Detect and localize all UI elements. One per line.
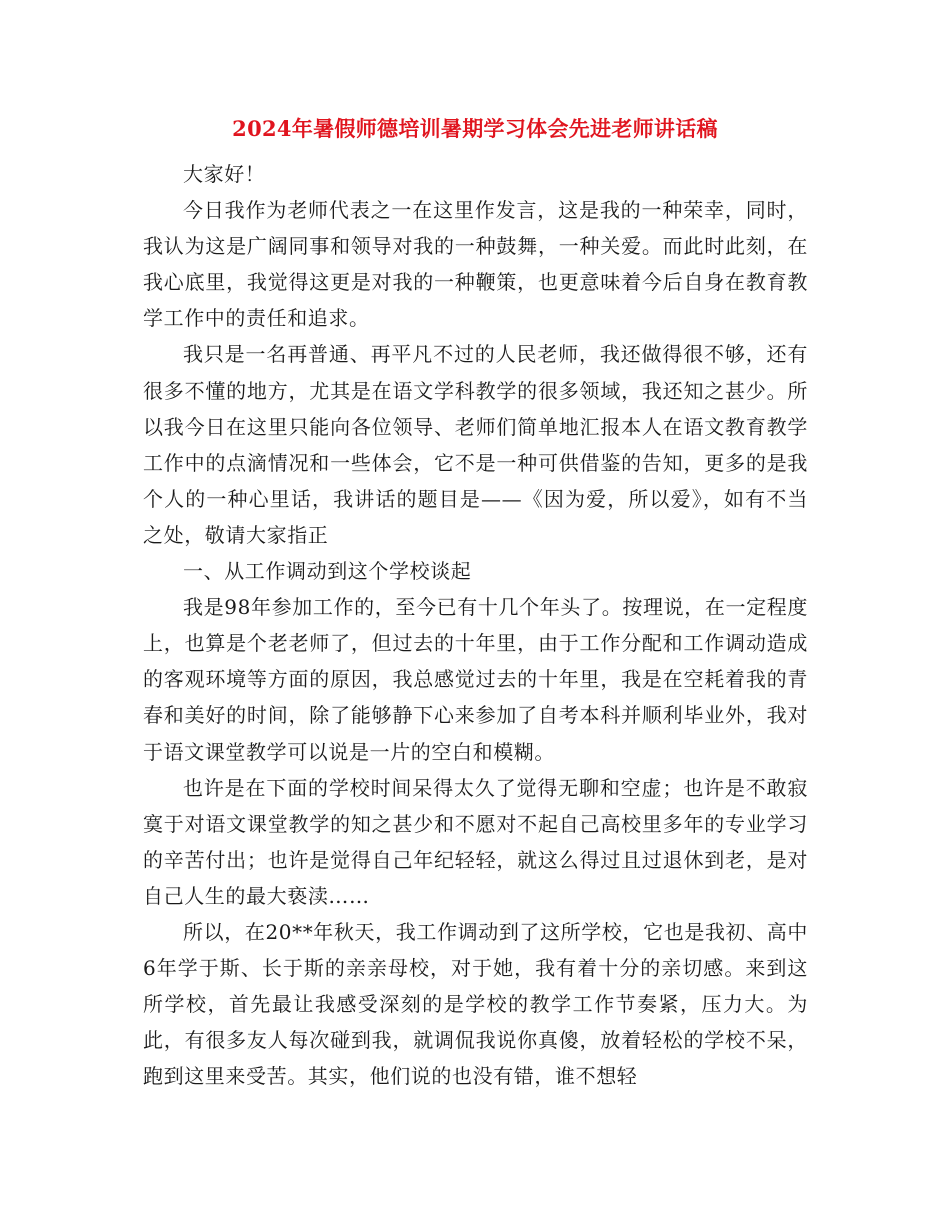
body-paragraph: 所以，在20**年秋天，我工作调动到了这所学校，它也是我初、高中6年学于斯、长于斯的亲亲母校，对于她，我有着十分的亲切感。来到这所学校，首先最让我感受深刻的是学校的教学工作节奏紧，压力大。为此，有很多友人每次碰到我，就调侃我说你真傻，放着轻松的学校不呆，跑到这里来受苦。其实，他们说的也没有错，谁不想轻: [143, 919, 808, 1089]
document-title: 2024年暑假师德培训暑期学习体会先进老师讲话稿: [232, 116, 718, 141]
body-paragraph: 今日我作为老师代表之一在这里作发言，这是我的一种荣幸，同时，我认为这是广阔同事和领导对我的一种鼓舞，一种关爱。而此时此刻，在我心底里，我觉得这更是对我的一种鞭策，也更意味着今后自身在教育教学工作中的责任和追求。: [143, 198, 808, 331]
body-paragraph: 我是98年参加工作的，至今已有十几个年头了。按理说，在一定程度上，也算是个老老师了，但过去的十年里，由于工作分配和工作调动造成的客观环境等方面的原因，我总感觉过去的十年里，我是在空耗着我的青春和美好的时间，除了能够静下心来参加了自考本科并顺利毕业外，我对于语文课堂教学可以说是一片的空白和模糊。: [143, 595, 808, 764]
section-heading: 一、从工作调动到这个学校谈起: [183, 559, 472, 584]
body-paragraph: 也许是在下面的学校时间呆得太久了觉得无聊和空虚；也许是不敢寂寞于对语文课堂教学的知之甚少和不愿对不起自己高校里多年的专业学习的辛苦付出；也许是觉得自己年纪轻轻，就这么得过且过退休到老，是对自己人生的最大亵渎……: [143, 775, 808, 908]
document-body: [143, 156, 808, 1094]
greeting-paragraph: 大家好！: [183, 162, 266, 186]
body-paragraph: 我只是一名再普通、再平凡不过的人民老师，我还做得很不够，还有很多不懂的地方，尤其是在语文学科教学的很多领域，我还知之甚少。所以我今日在这里只能向各位领导、老师们简单地汇报本人在语文教育教学工作中的点滴情况和一些体会，它不是一种可供借鉴的告知，更多的是我个人的一种心里话，我讲话的题目是——《因为爱，所以爱》，如有不当之处，敬请大家指正: [143, 342, 808, 547]
